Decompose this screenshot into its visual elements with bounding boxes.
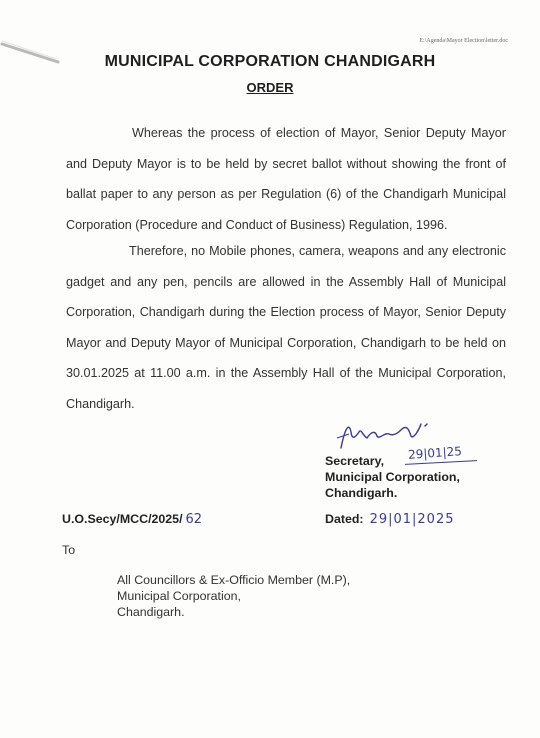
signatory-city: Chandigarh. xyxy=(325,486,398,500)
signature-handwritten-date: 29|01|25 xyxy=(407,444,463,462)
paragraph-2-text: Therefore, no Mobile phones, camera, weapons and any electronic gadget and any pen, pencils are allowed in the Assembly Hall of Municipal Corporation, Chandigarh during the Election process of Mayor, Senior Deputy Mayor and Deputy Mayor of Municipal Corporation, Chandigarh to be held on 30.01.2025 at 11.00 a.m. in the Assembly Hall of the Municipal Corporation, Chandigarh. xyxy=(66,244,506,411)
reference-number-label: U.O.Secy/MCC/2025/ xyxy=(62,512,183,526)
recipient-line: Municipal Corporation, xyxy=(117,589,241,603)
signatory-block xyxy=(325,453,460,501)
order-title: ORDER xyxy=(246,80,294,95)
recipient-line: Chandigarh. xyxy=(117,605,185,619)
reference-number-handwritten: 62 xyxy=(185,512,203,527)
file-path-label: E:\Agenda\Mayor Election\letter.doc xyxy=(419,38,508,44)
paragraph-1 xyxy=(66,118,506,240)
dated-handwritten: 29|01|2025 xyxy=(369,512,455,527)
paragraph-1-text: Whereas the process of election of Mayor, Senior Deputy Mayor and Deputy Mayor is to be held by secret ballot without showing the front of ballat paper to any person as per Regulation (6) of the Chandigarh Municipal Corporation (Procedure and Conduct of Business) Regulation, 1996. xyxy=(66,126,506,232)
to-label: To xyxy=(62,543,76,557)
dated-label: Dated: xyxy=(325,512,364,526)
paragraph-2 xyxy=(66,236,506,419)
signatory-office: Municipal Corporation, xyxy=(325,470,460,484)
dated-line xyxy=(325,512,455,527)
organization-heading: MUNICIPAL CORPORATION CHANDIGARH xyxy=(104,53,436,70)
recipient-address xyxy=(117,572,350,620)
recipient-line: All Councillors & Ex-Officio Member (M.P), xyxy=(117,573,351,587)
reference-number xyxy=(62,512,202,527)
signatory-designation: Secretary, xyxy=(325,454,385,468)
